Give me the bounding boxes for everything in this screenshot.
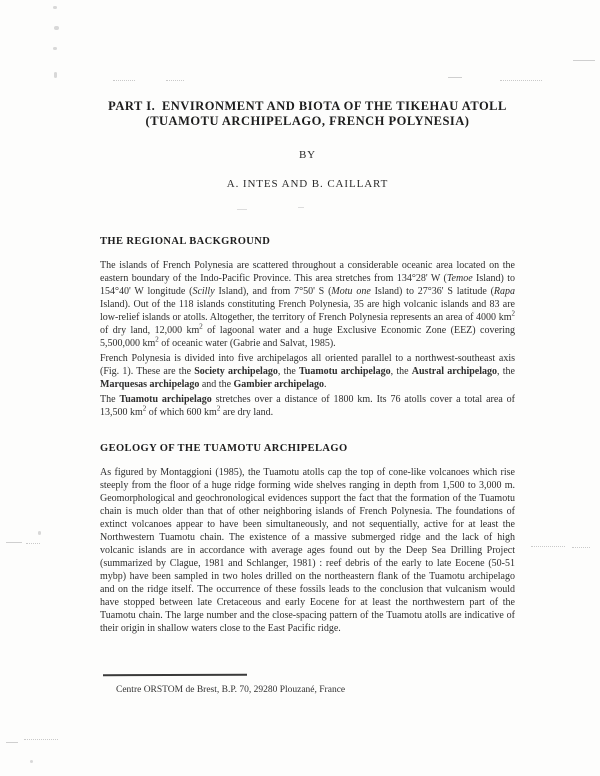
section-heading-regional-background: THE REGIONAL BACKGROUND: [100, 236, 271, 247]
scan-artifact: [113, 80, 135, 81]
scan-artifact: [573, 60, 595, 61]
scan-artifact: [166, 80, 184, 81]
footnote: Centre ORSTOM de Brest, B.P. 70, 29280 Plouzané, France: [116, 685, 346, 695]
scan-artifact: [54, 26, 59, 30]
scan-artifact: [448, 77, 462, 78]
authors: A. INTES AND B. CAILLART: [226, 178, 389, 190]
scan-artifact: [572, 547, 590, 548]
scan-artifact: [24, 739, 58, 740]
scan-artifact: [26, 543, 40, 544]
section-heading-geology: GEOLOGY OF THE TUAMOTU ARCHIPELAGO: [100, 443, 348, 454]
scan-artifact: [38, 531, 41, 535]
title-line-1: PART I. ENVIRONMENT AND BIOTA OF THE TIKEHAU ATOLL: [108, 99, 507, 113]
text-column: [100, 99, 515, 635]
paragraph-regional-1: The islands of French Polynesia are scattered throughout a considerable oceanic area located on the eastern boundary of the Indo-Pacific Province. This area stretches from 134°28' W (Temoe Island) to 154°40' W longitude (Scilly Island), and from 7°50' S (Motu one Island) to 27°36' S latitude (Rapa Island). Out of the 118 islands constituting French Polynesia, 35 are high volcanic islands and 83 are low-relief islands or atolls. Altogether, the territory of French Polynesia represents an area of 4000 $km^2$ of dry land, 12,000 $km^2$ of lagoonal water and a huge Exclusive Economic Zone (EEZ) covering 5,500,000 $km^2$ of oceanic water (Gabrie and Salvat, 1985).: [100, 260, 516, 349]
title-line-2: (TUAMOTU ARCHIPELAGO, FRENCH POLYNESIA): [145, 114, 470, 128]
page-title: [100, 99, 515, 129]
scan-artifact: [30, 760, 33, 763]
paragraph-regional-2: French Polynesia is divided into five archipelagos all oriented parallel to a northwest-southeast axis (Fig. 1). These are the Society archipelago, the Tuamotu archipelago, the Austral archipelago, the Marquesas archipelago and the Gambier archipelago.: [100, 353, 515, 390]
scan-artifact: [6, 742, 18, 743]
byline: BY: [299, 149, 316, 161]
footnote-separator: [103, 674, 247, 677]
scan-artifact: [531, 546, 565, 547]
paragraph-regional-3: The Tuamotu archipelago stretches over a distance of 1800 km. Its 76 atolls cover a total area of 13,500 $km^2$ of which 600 $km^2$ are dry land.: [100, 394, 516, 418]
scan-artifact: [54, 72, 57, 78]
scan-artifact: [500, 80, 542, 81]
paragraph-geology-1: As figured by Montaggioni (1985), the Tuamotu atolls cap the top of cone-like volcanoes which rise steeply from the floor of a huge ridge forming wide shelves ranging in depth from 1,500 to 3,000 m. Geomorphological and geochronological evidences support the fact that the formation of the Tuamotu chain is much older than that of other neighboring islands of French Polynesia. The foundations of extinct volcanoes appear to have been simultaneously, and not sequentially, active for at least the Northwestern Tuamotu chain. The existence of a massive submerged ridge and the lack of high volcanic islands are in accordance with average ages found out by the Deep Sea Drilling Project (summarized by Clague, 1981 and Schlanger, 1981) : reef debris of the early to late Eocene (50-51 mybp) have been sampled in two holes drilled on the northeastern flank of the Tuamotu archipelago and on the ridge itself. The occurrence of these fossils leads to the conclusion that vulcanism would have stopped between late Cretaceous and early Eocene for at least the northwestern part of the Tuamotu chain. The large number and the close-spacing pattern of the Tuamotu atolls are indicative of their origin in shallow waters close to the East Pacific ridge.: [100, 467, 515, 634]
scan-artifact: [6, 542, 22, 543]
scan-artifact: [53, 47, 57, 50]
scan-artifact: [53, 6, 57, 9]
